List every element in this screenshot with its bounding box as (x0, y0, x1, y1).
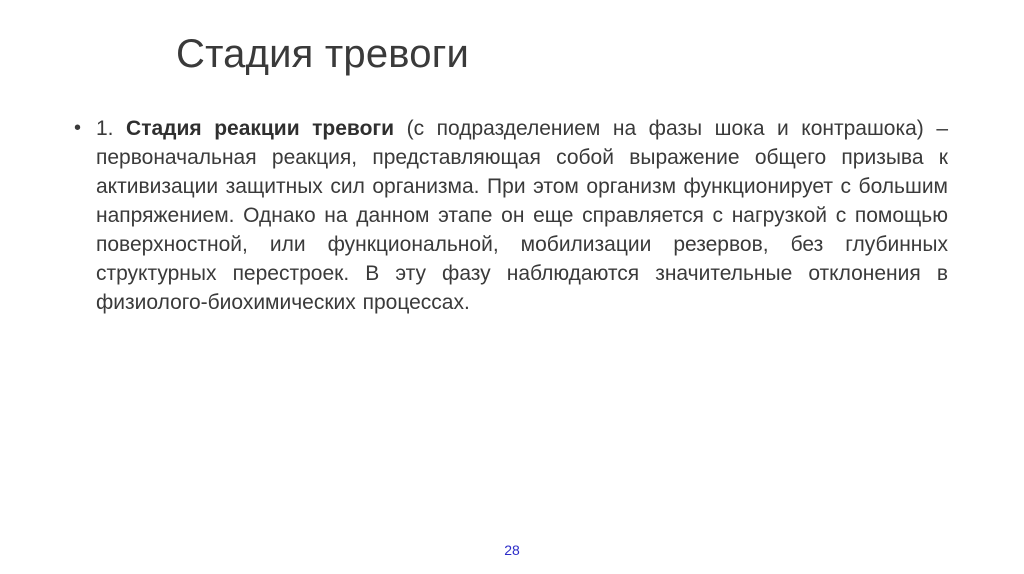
slide-title: Стадия тревоги (176, 32, 470, 76)
stage-heading: Стадия реакции тревоги (126, 117, 395, 140)
page-number: 28 (504, 542, 520, 558)
bullet-list (72, 114, 948, 317)
bullet-dot-icon: • (74, 117, 82, 139)
stage-description: (с подразделением на фазы шока и контрашока) – первоначальная реакция, представляющая собой выражение общего призыва к активизации защитных сил организма. При этом организм функционирует с большим напряжением. Однако на данном этапе он еще справляется с нагрузкой с помощью поверхностной, или функциональной, мобилизации резервов, без глубинных структурных перестроек. В эту фазу наблюдаются значительные отклонения в физиолого-биохимических процессах. (96, 117, 949, 314)
bullet-paragraph (96, 114, 948, 317)
list-item (72, 114, 948, 317)
item-number: 1. (96, 117, 114, 140)
